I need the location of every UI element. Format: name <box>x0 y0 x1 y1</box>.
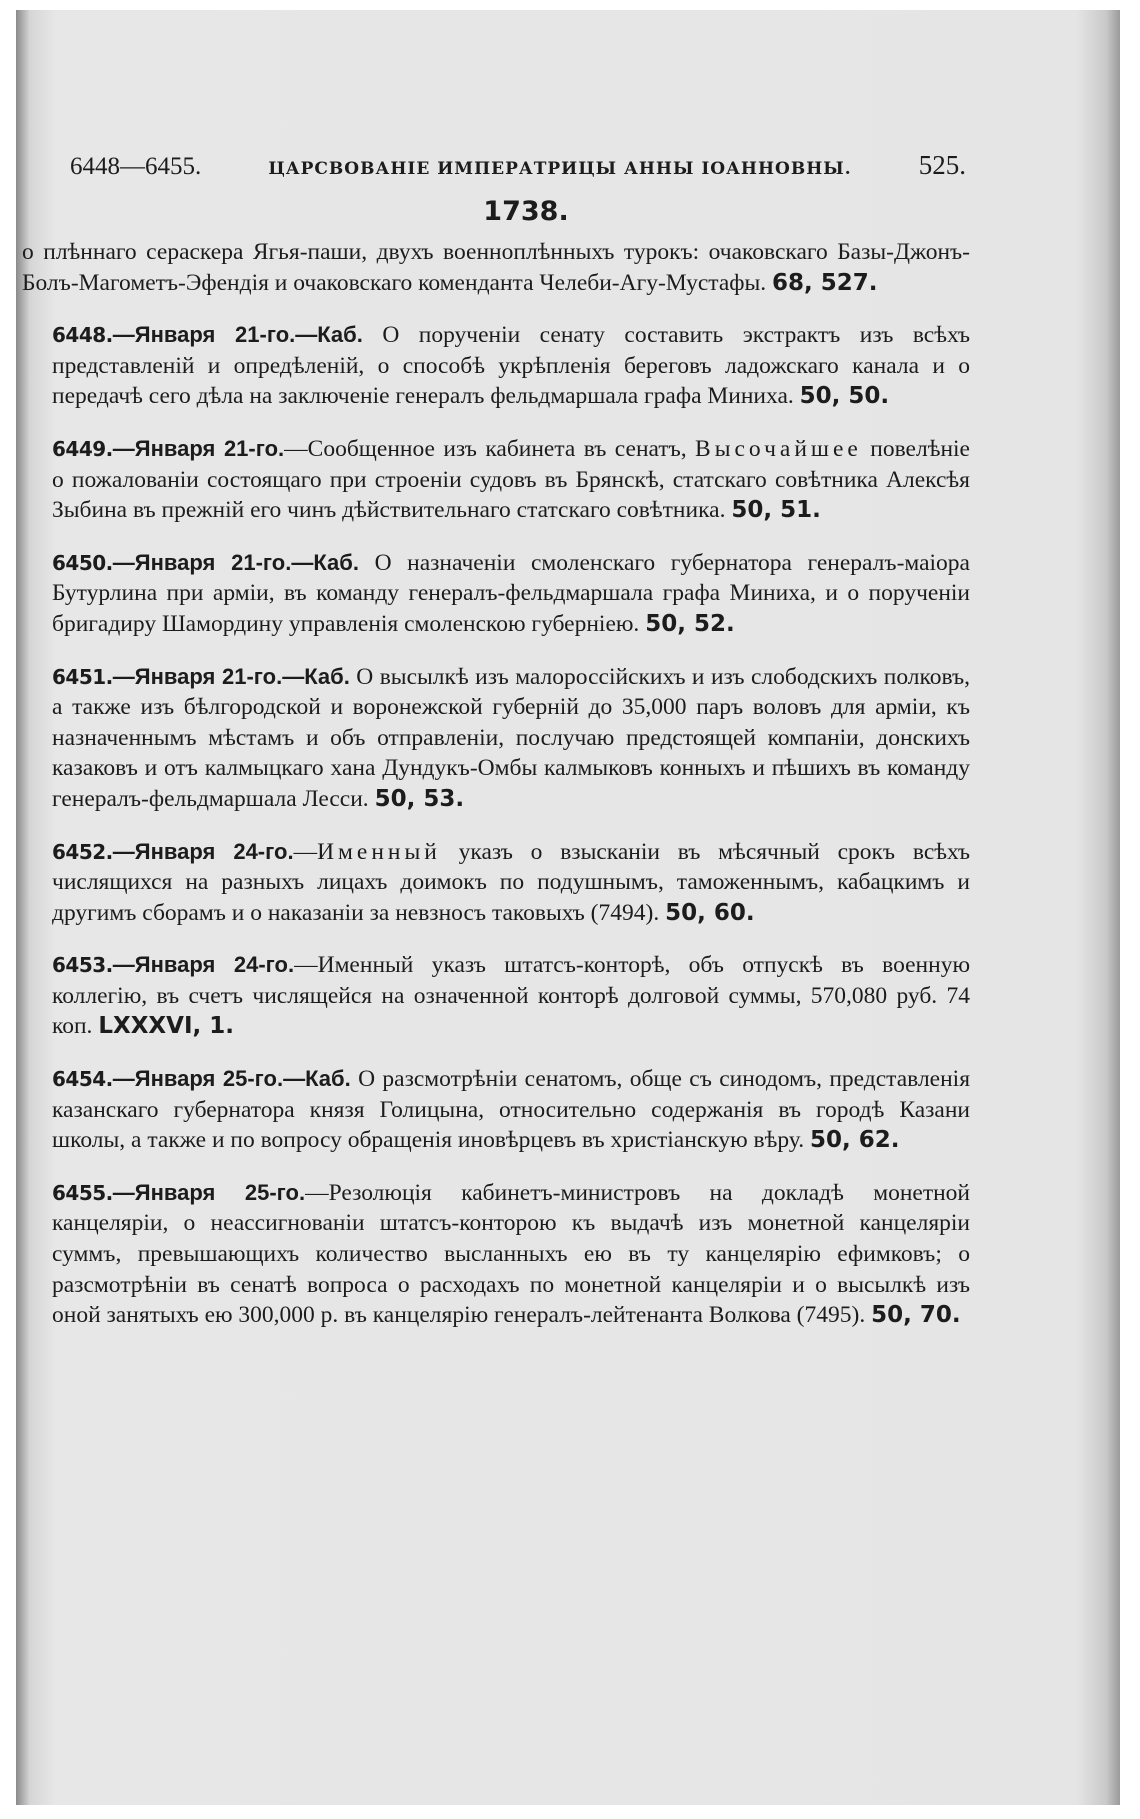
entry-date: —Января 24-го. <box>112 838 294 864</box>
entry-number: 6451. <box>52 664 113 689</box>
entry-6448 <box>22 320 970 412</box>
entry-number: 6448. <box>52 323 113 348</box>
entry-number: 6455. <box>52 1180 113 1205</box>
continuation-text: о плѣннаго сераскера Ягья-паши, двухъ военноплѣнныхъ турокъ: очаковскаго Базы-Джонъ-Болъ-Магометъ-Эфендія и очаковскаго коменданта Челеби-Агу-Мустафы. <box>22 239 970 296</box>
entry-number: 6452. <box>52 839 113 864</box>
entry-date: —Января 24-го. <box>112 952 295 978</box>
source-reference: 50, 53. <box>374 785 465 812</box>
source-reference: 50, 52. <box>645 610 735 637</box>
year-heading: 1738. <box>483 196 569 227</box>
source-reference: 50, 51. <box>731 497 821 524</box>
entry-6455 <box>22 1178 970 1331</box>
entry-6454 <box>22 1064 970 1156</box>
running-head <box>22 150 970 190</box>
entry-6453 <box>22 950 970 1042</box>
entry-number: 6449. <box>52 436 113 461</box>
entry-date: —Января 21-го.—Каб. <box>112 322 363 348</box>
entry-number: 6454. <box>52 1067 113 1092</box>
running-title: ЦАРСВОВАНІЕ ИМПЕРАТРИЦЫ АННЫ ІОАННОВНЫ. <box>268 159 852 179</box>
entry-date: —Января 25-го. <box>112 1179 306 1205</box>
entry-6449 <box>22 434 970 526</box>
entry-text: —Именный указъ штатсъ-конторѣ, объ отпускѣ въ военную коллегію, въ счетъ числящейся на означенной конторѣ долговой суммы, 570,080 руб. 74 коп. <box>52 952 971 1040</box>
source-reference: 50, 60. <box>665 899 755 926</box>
entry-date: —Января 25-го.—Каб. <box>112 1066 351 1092</box>
entry-date: —Января 21-го.—Каб. <box>112 549 359 575</box>
entry-text: повелѣніе о пожалованіи состоящаго при строеніи судовъ въ Брянскѣ, статскаго совѣтника Алексѣя Зыбина въ прежній его чинъ дѣйствительнаго статскаго совѣтника. <box>52 435 970 524</box>
source-reference: 50, 70. <box>871 1302 961 1329</box>
source-reference: 50, 50. <box>799 383 890 410</box>
entry-text: О разсмотрѣніи сенатомъ, обще съ синодомъ, представленія казанскаго губернатора князя Голицына, относительно содержанія въ городѣ Казани школы, а также и по вопросу обращенія иновѣрцевъ въ христіанскую вѣру. <box>52 1066 971 1154</box>
entry-date: —Января 21-го. <box>112 435 285 461</box>
entry-text-lead: — <box>293 838 318 865</box>
entry-6452 <box>22 837 970 929</box>
spaced-word: Именный <box>317 838 441 865</box>
entry-number: 6453. <box>52 953 113 978</box>
entry-text: О высылкѣ изъ малороссійскихъ и изъ слободскихъ полковъ, а также изъ бѣлгородской и воронежской губерній до 35,000 паръ воловъ для арміи, къ назначеннымъ мѣстамъ и объ отправленіи, послучаю предстоящей компаніи, донскихъ казаковъ и отъ калмыцкаго хана Дундукъ-Омбы калмыковъ конныхъ и пѣшихъ въ команду генералъ-фельдмаршала Лесси. <box>52 663 970 812</box>
entry-6451 <box>22 662 970 815</box>
source-reference: 68, 527. <box>772 269 878 296</box>
page-content <box>22 150 970 1353</box>
entry-text: О назначеніи смоленскаго губернатора генералъ-маіора Бутурлина при арміи, въ команду генералъ-фельдмаршала графа Миниха, и о порученіи бригадиру Шамордину управленія смоленскою губерніею. <box>52 549 970 637</box>
entry-range: 6448—6455. <box>70 153 202 180</box>
entry-text: О порученіи сенату составить экстрактъ изъ всѣхъ представленій и опредѣленій, о способѣ укрѣпленія береговъ ладожскаго канала и о передачѣ сего дѣла на заключеніе генералъ фельдмаршала графа Миниха. <box>52 322 970 410</box>
book-page <box>16 10 1120 1805</box>
source-reference: 50, 62. <box>809 1127 900 1154</box>
spaced-word: Высочайшее <box>695 435 862 462</box>
entry-6450 <box>22 548 970 640</box>
entry-text-lead: —Сообщенное изъ кабинета въ сенатъ, <box>284 435 687 462</box>
page-number: 525. <box>918 150 966 180</box>
entry-text: —Резолюція кабинетъ-министровъ на докладѣ монетной канцеляріи, о неассигнованіи штатсъ-конторою къ выдачѣ изъ монетной канцеляріи суммъ, превышающихъ количество высланныхъ ею въ ту канцелярію ефимковъ; о разсмотрѣніи въ сенатѣ вопроса о расходахъ по монетной канцеляріи и о высылкѣ изъ оной занятыхъ ею 300,000 р. въ канцелярію генералъ-лейтенанта Волкова (7495). <box>52 1179 971 1329</box>
entry-date: —Января 21-го.—Каб. <box>112 663 350 689</box>
continuation-paragraph <box>22 237 970 298</box>
entry-number: 6450. <box>52 550 113 575</box>
source-reference: LXXXVI, 1. <box>98 1013 235 1040</box>
entry-text: указъ о взысканіи въ мѣсячный срокъ всѣхъ числящихся на разныхъ лицахъ доимокъ по подушнымъ, таможеннымъ, кабацкимъ и другимъ сборамъ и о наказаніи за невзносъ таковыхъ (7494). <box>52 838 971 926</box>
